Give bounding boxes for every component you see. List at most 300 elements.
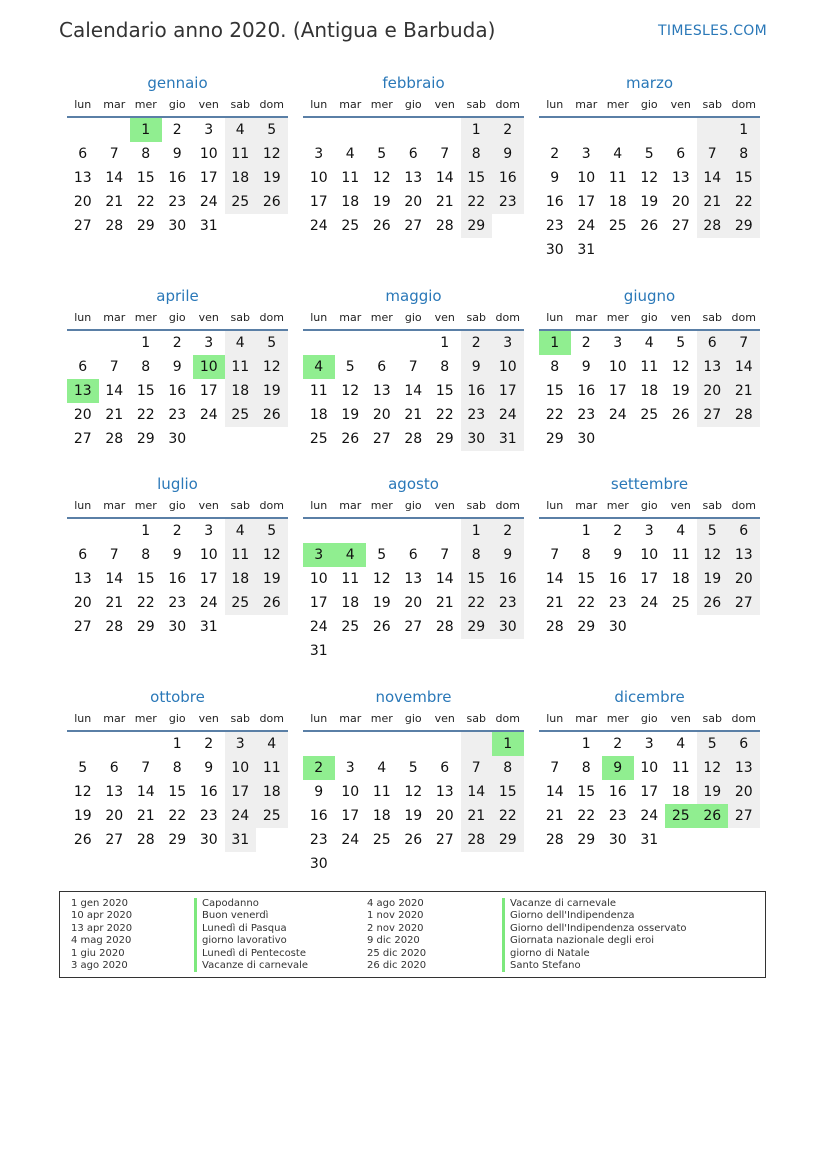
day-cell: 17 [640, 784, 659, 800]
empty-cell [225, 615, 257, 639]
day-cell: 30 [492, 615, 524, 639]
weekday-label: dom [259, 499, 284, 512]
day-cell: 12 [256, 543, 288, 567]
day-cell: 10 [608, 359, 627, 375]
day-cell: 25 [341, 218, 360, 234]
weekday-label: gio [168, 712, 186, 725]
day-cell: 21 [435, 595, 454, 611]
weekday-label: ven [198, 499, 219, 512]
empty-cell [728, 828, 760, 852]
day-cell: 29 [168, 832, 187, 848]
day-cell: 22 [577, 808, 596, 824]
day-cell: 18 [225, 379, 257, 403]
day-cell: 25 [608, 218, 627, 234]
weekday-label: ven [198, 98, 219, 111]
weekday-label: mer [370, 98, 393, 111]
day-cell: 5 [377, 146, 387, 162]
empty-cell [665, 615, 697, 639]
day-cell: 15 [577, 784, 596, 800]
day-cell: 25 [309, 431, 328, 447]
day-cell: 24 [199, 595, 218, 611]
day-cell: 10 [640, 547, 659, 563]
day-cell: 11 [256, 756, 288, 780]
empty-cell [398, 639, 430, 663]
empty-cell [539, 732, 571, 756]
day-cell: 21 [728, 379, 760, 403]
day-cell: 12 [372, 170, 391, 186]
day-cell: 27 [404, 619, 423, 635]
day-cell: 16 [577, 383, 596, 399]
legend-dates-left [71, 898, 132, 972]
month-agosto [303, 473, 524, 663]
month-aprile [67, 285, 288, 451]
day-cell: 14 [435, 170, 454, 186]
month-name: settembre [610, 475, 689, 493]
empty-cell [634, 238, 666, 262]
month-name: novembre [375, 688, 452, 706]
weekday-header [67, 94, 288, 118]
day-cell: 22 [435, 407, 454, 423]
weekday-label: sab [230, 98, 250, 111]
day-cell: 24 [225, 804, 257, 828]
weekday-header [303, 495, 524, 519]
day-cell: 1 [461, 519, 493, 543]
day-cell: 18 [309, 407, 328, 423]
day-cell: 22 [461, 591, 493, 615]
weekday-label: sab [702, 712, 722, 725]
empty-cell [461, 639, 493, 663]
empty-cell [728, 427, 760, 451]
month-novembre [303, 686, 524, 876]
holiday-day-cell: 9 [602, 756, 634, 780]
holiday-date: 4 mag 2020 [71, 935, 132, 947]
day-cell: 9 [204, 760, 214, 776]
day-cell: 4 [676, 523, 686, 539]
day-cell: 31 [640, 832, 659, 848]
weekday-label: mer [134, 98, 157, 111]
day-cell: 13 [73, 170, 92, 186]
day-cell: 14 [105, 383, 124, 399]
weekday-header [539, 495, 760, 519]
day-grid [303, 331, 524, 451]
month-name: luglio [157, 475, 198, 493]
day-cell: 4 [256, 732, 288, 756]
day-cell: 24 [640, 595, 659, 611]
weekday-label: mar [339, 712, 362, 725]
day-cell: 16 [199, 784, 218, 800]
day-cell: 29 [136, 218, 155, 234]
empty-cell [366, 732, 398, 756]
day-cell: 22 [136, 194, 155, 210]
day-cell: 4 [613, 146, 623, 162]
day-cell: 23 [168, 407, 187, 423]
holiday-name: Giornata nazionale degli eroi [502, 935, 687, 947]
day-cell: 22 [168, 808, 187, 824]
day-cell: 18 [225, 166, 257, 190]
day-cell: 16 [608, 784, 627, 800]
day-cell: 28 [545, 619, 564, 635]
day-cell: 31 [199, 619, 218, 635]
day-cell: 20 [372, 407, 391, 423]
day-cell: 5 [676, 335, 686, 351]
day-cell: 10 [199, 547, 218, 563]
day-cell: 27 [105, 832, 124, 848]
empty-cell [99, 519, 131, 543]
day-cell: 10 [640, 760, 659, 776]
day-cell: 11 [309, 383, 328, 399]
empty-cell [602, 118, 634, 142]
day-cell: 26 [404, 832, 423, 848]
weekday-header [303, 94, 524, 118]
weekday-label: ven [670, 98, 691, 111]
day-cell: 17 [309, 194, 328, 210]
day-cell: 14 [404, 383, 423, 399]
weekday-label: sab [230, 712, 250, 725]
weekday-label: lun [310, 712, 328, 725]
day-cell: 6 [78, 359, 88, 375]
day-cell: 11 [671, 547, 690, 563]
day-cell: 3 [225, 732, 257, 756]
weekday-label: dom [495, 499, 520, 512]
day-cell: 26 [256, 591, 288, 615]
day-cell: 6 [676, 146, 686, 162]
day-grid [539, 331, 760, 451]
day-cell: 10 [199, 146, 218, 162]
day-cell: 21 [105, 194, 124, 210]
day-cell: 11 [225, 543, 257, 567]
day-cell: 9 [172, 359, 182, 375]
day-cell: 1 [141, 523, 151, 539]
empty-cell [335, 852, 367, 876]
day-cell: 1 [172, 736, 182, 752]
empty-cell [398, 519, 430, 543]
empty-cell [303, 331, 335, 355]
month-name: febbraio [382, 74, 445, 92]
weekday-label: mar [575, 311, 598, 324]
day-cell: 20 [73, 595, 92, 611]
weekday-label: dom [259, 712, 284, 725]
day-cell: 2 [613, 736, 623, 752]
day-cell: 10 [225, 756, 257, 780]
empty-cell [366, 852, 398, 876]
day-cell: 30 [168, 431, 187, 447]
day-cell: 28 [105, 431, 124, 447]
holiday-day-cell: 4 [303, 355, 335, 379]
weekday-label: lun [74, 311, 92, 324]
weekday-label: mar [339, 311, 362, 324]
empty-cell [697, 427, 729, 451]
day-cell: 28 [461, 828, 493, 852]
holiday-date: 1 giu 2020 [71, 947, 125, 959]
empty-cell [335, 639, 367, 663]
holiday-day-cell: 13 [67, 379, 99, 403]
day-cell: 13 [404, 571, 423, 587]
holiday-date: 1 nov 2020 [367, 910, 424, 922]
day-cell: 28 [728, 403, 760, 427]
day-cell: 17 [577, 194, 596, 210]
day-cell: 7 [697, 142, 729, 166]
day-cell: 21 [136, 808, 155, 824]
day-cell: 2 [204, 736, 214, 752]
day-cell: 25 [640, 407, 659, 423]
empty-cell [429, 639, 461, 663]
day-cell: 10 [492, 355, 524, 379]
holiday-day-cell: 2 [303, 756, 335, 780]
day-grid [67, 331, 288, 451]
holiday-date: 3 ago 2020 [71, 960, 128, 972]
month-marzo [539, 72, 760, 262]
weekday-label: lun [546, 311, 564, 324]
day-cell: 7 [550, 547, 560, 563]
day-cell: 20 [105, 808, 124, 824]
weekday-label: mar [103, 499, 126, 512]
empty-cell [398, 852, 430, 876]
empty-cell [225, 214, 257, 238]
holiday-name: giorno lavorativo [194, 935, 308, 947]
day-cell: 8 [141, 146, 151, 162]
day-cell: 11 [372, 784, 391, 800]
day-cell: 27 [73, 619, 92, 635]
day-cell: 22 [136, 407, 155, 423]
day-cell: 24 [492, 403, 524, 427]
day-cell: 18 [640, 383, 659, 399]
day-cell: 2 [613, 523, 623, 539]
day-cell: 21 [105, 595, 124, 611]
day-cell: 3 [204, 523, 214, 539]
weekday-label: mar [103, 311, 126, 324]
weekday-label: mer [134, 499, 157, 512]
weekday-label: gio [168, 499, 186, 512]
day-cell: 4 [644, 335, 654, 351]
day-cell: 21 [545, 808, 564, 824]
day-cell: 12 [256, 355, 288, 379]
day-cell: 22 [577, 595, 596, 611]
day-cell: 16 [168, 571, 187, 587]
day-cell: 23 [577, 407, 596, 423]
day-cell: 23 [608, 595, 627, 611]
day-cell: 7 [109, 146, 119, 162]
day-cell: 6 [408, 547, 418, 563]
weekday-label: mar [103, 98, 126, 111]
day-cell: 4 [225, 118, 257, 142]
holiday-date: 4 ago 2020 [367, 898, 424, 909]
weekday-label: mer [606, 499, 629, 512]
day-cell: 2 [581, 335, 591, 351]
day-cell: 15 [136, 571, 155, 587]
day-cell: 3 [644, 736, 654, 752]
day-cell: 9 [550, 170, 560, 186]
day-cell: 25 [372, 832, 391, 848]
day-cell: 30 [461, 427, 493, 451]
empty-cell [303, 519, 335, 543]
weekday-label: sab [702, 311, 722, 324]
day-cell: 20 [697, 379, 729, 403]
empty-cell [335, 519, 367, 543]
day-cell: 5 [345, 359, 355, 375]
weekday-label: ven [434, 499, 455, 512]
day-cell: 1 [141, 335, 151, 351]
day-cell: 28 [697, 214, 729, 238]
weekday-header [303, 307, 524, 331]
empty-cell [398, 331, 430, 355]
day-cell: 5 [697, 732, 729, 756]
weekday-label: mer [370, 499, 393, 512]
weekday-label: mer [606, 98, 629, 111]
day-cell: 28 [404, 431, 423, 447]
day-cell: 6 [728, 732, 760, 756]
day-cell: 16 [608, 571, 627, 587]
day-cell: 31 [225, 828, 257, 852]
holiday-name: Vacanze di carnevale [194, 960, 308, 972]
holiday-date: 13 apr 2020 [71, 922, 133, 934]
day-cell: 9 [314, 784, 324, 800]
day-cell: 12 [372, 571, 391, 587]
day-cell: 26 [256, 403, 288, 427]
empty-cell [366, 331, 398, 355]
day-cell: 4 [225, 519, 257, 543]
day-cell: 3 [314, 146, 324, 162]
day-cell: 5 [644, 146, 654, 162]
day-cell: 30 [545, 242, 564, 258]
day-cell: 10 [577, 170, 596, 186]
day-cell: 2 [172, 335, 182, 351]
day-cell: 6 [109, 760, 119, 776]
empty-cell [697, 238, 729, 262]
day-cell: 7 [440, 547, 450, 563]
day-cell: 16 [461, 379, 493, 403]
empty-cell [256, 427, 288, 451]
empty-cell [539, 118, 571, 142]
day-cell: 6 [728, 519, 760, 543]
day-cell: 1 [461, 118, 493, 142]
weekday-header [303, 708, 524, 732]
weekday-header [67, 307, 288, 331]
empty-cell [335, 118, 367, 142]
day-cell: 12 [697, 756, 729, 780]
weekday-label: ven [198, 712, 219, 725]
day-cell: 12 [341, 383, 360, 399]
day-cell: 7 [408, 359, 418, 375]
weekday-label: dom [731, 98, 756, 111]
day-cell: 1 [581, 736, 591, 752]
holiday-date: 2 nov 2020 [367, 922, 424, 934]
day-cell: 17 [309, 595, 328, 611]
day-cell: 14 [545, 784, 564, 800]
day-cell: 16 [168, 170, 187, 186]
day-cell: 12 [697, 543, 729, 567]
day-cell: 20 [671, 194, 690, 210]
day-cell: 5 [256, 118, 288, 142]
weekday-label: gio [640, 98, 658, 111]
month-name: dicembre [614, 688, 685, 706]
day-cell: 22 [545, 407, 564, 423]
month-luglio [67, 473, 288, 639]
empty-cell [99, 118, 131, 142]
weekday-label: dom [259, 98, 284, 111]
weekday-label: ven [670, 311, 691, 324]
day-cell: 1 [440, 335, 450, 351]
day-cell: 6 [440, 760, 450, 776]
day-cell: 3 [581, 146, 591, 162]
day-cell: 1 [581, 523, 591, 539]
empty-cell [665, 238, 697, 262]
day-cell: 18 [671, 571, 690, 587]
weekday-label: mar [575, 712, 598, 725]
day-cell: 23 [492, 190, 524, 214]
day-cell: 23 [199, 808, 218, 824]
day-grid [539, 732, 760, 852]
empty-cell [335, 732, 367, 756]
weekday-label: mar [103, 712, 126, 725]
day-cell: 11 [225, 355, 257, 379]
empty-cell [461, 732, 493, 756]
empty-cell [665, 118, 697, 142]
day-grid [303, 732, 524, 876]
day-cell: 20 [404, 194, 423, 210]
weekday-label: ven [434, 98, 455, 111]
day-cell: 5 [256, 331, 288, 355]
day-cell: 27 [73, 218, 92, 234]
day-cell: 30 [608, 832, 627, 848]
day-cell: 30 [168, 218, 187, 234]
day-cell: 29 [728, 214, 760, 238]
day-cell: 13 [728, 756, 760, 780]
empty-cell [256, 214, 288, 238]
day-cell: 23 [461, 403, 493, 427]
day-cell: 25 [225, 190, 257, 214]
empty-cell [665, 427, 697, 451]
empty-cell [398, 118, 430, 142]
day-cell: 15 [728, 166, 760, 190]
month-name: maggio [385, 287, 442, 305]
weekday-header [67, 495, 288, 519]
day-cell: 11 [341, 571, 360, 587]
day-cell: 8 [581, 760, 591, 776]
day-cell: 31 [577, 242, 596, 258]
holiday-name: Lunedì di Pentecoste [194, 948, 308, 960]
day-cell: 24 [309, 218, 328, 234]
day-cell: 5 [78, 760, 88, 776]
day-cell: 19 [640, 194, 659, 210]
day-cell: 12 [404, 784, 423, 800]
day-cell: 3 [644, 523, 654, 539]
empty-cell [665, 828, 697, 852]
weekday-label: sab [466, 98, 486, 111]
empty-cell [67, 519, 99, 543]
day-cell: 21 [545, 595, 564, 611]
day-cell: 20 [728, 567, 760, 591]
day-cell: 19 [372, 595, 391, 611]
day-cell: 6 [78, 146, 88, 162]
day-cell: 23 [168, 194, 187, 210]
day-cell: 15 [136, 170, 155, 186]
weekday-label: sab [230, 499, 250, 512]
weekday-label: gio [168, 98, 186, 111]
day-cell: 5 [697, 519, 729, 543]
day-cell: 8 [141, 547, 151, 563]
day-cell: 15 [461, 567, 493, 591]
holiday-name: Capodanno [194, 898, 308, 910]
day-cell: 18 [372, 808, 391, 824]
day-cell: 30 [309, 856, 328, 872]
day-cell: 30 [168, 619, 187, 635]
day-cell: 17 [492, 379, 524, 403]
day-cell: 15 [136, 383, 155, 399]
empty-cell [193, 427, 225, 451]
day-cell: 8 [461, 142, 493, 166]
day-grid [539, 519, 760, 639]
site-logo[interactable]: TIMESLES.COM [658, 23, 767, 39]
